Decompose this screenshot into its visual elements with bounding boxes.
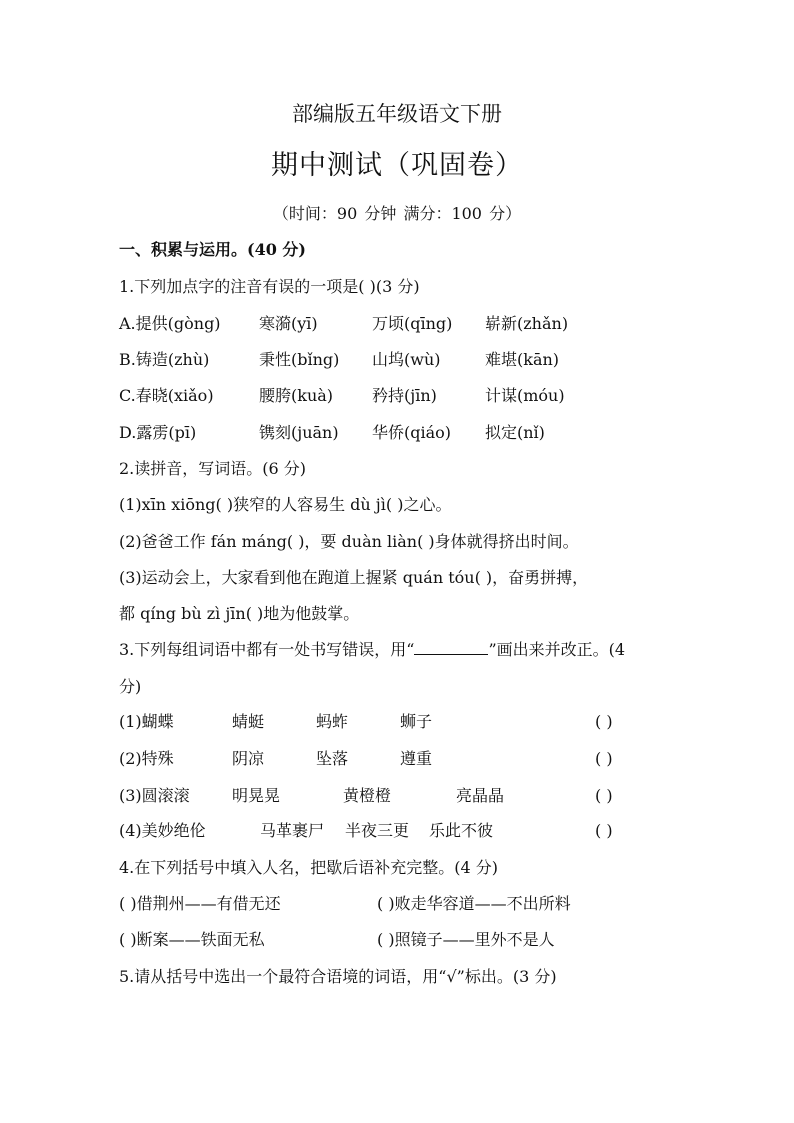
option-word: D.露雳(pī) <box>119 423 197 442</box>
word: 半夜三更 <box>345 821 410 840</box>
exam-time-score-info: （时间：90 分钟 满分：100 分） <box>272 204 522 223</box>
option-word: B.铸造(zhù) <box>119 350 210 369</box>
word: 马革裹尸 <box>260 821 325 840</box>
option-word: 镌刻(juān) <box>259 423 339 442</box>
option-word: 矜持(jīn) <box>372 386 437 405</box>
idiom-blank: ( )借荆州——有借无还 <box>119 894 281 913</box>
word: (4)美妙绝伦 <box>119 821 206 840</box>
idiom-blank: ( )败走华容道——不出所料 <box>377 894 571 913</box>
option-word: 秉性(bǐng) <box>259 350 340 369</box>
question-4-stem: 4.在下列括号中填入人名，把歇后语补充完整。(4 分) <box>119 858 499 877</box>
answer-paren: ( ) <box>595 786 613 805</box>
word: 阴凉 <box>232 749 265 768</box>
question-3-stem-start: 3.下列每组词语中都有一处书写错误，用“ <box>119 640 415 659</box>
option-word: 拟定(nǐ) <box>485 423 545 442</box>
option-word: 山坞(wù) <box>372 350 441 369</box>
question-2-line: (2)爸爸工作 fán máng( )，要 duàn liàn( )身体就得挤出时间。 <box>119 532 579 551</box>
idiom-blank: ( )照镜子——里外不是人 <box>377 930 555 949</box>
idiom-blank: ( )断案——铁面无私 <box>119 930 265 949</box>
section-heading: 一、积累与运用。(40 分) <box>119 240 306 259</box>
answer-paren: ( ) <box>595 712 613 731</box>
word: 乐此不彼 <box>429 821 494 840</box>
word: 坠落 <box>316 749 349 768</box>
word: 明晃晃 <box>232 786 281 805</box>
option-word: 寒漪(yī) <box>259 314 318 333</box>
option-word: 华侨(qiáo) <box>372 423 452 442</box>
question-3-stem-continued: 分) <box>119 677 142 696</box>
question-2-line: (1)xīn xiōng( )狭窄的人容易生 dù jì( )之心。 <box>119 495 452 514</box>
question-3-stem <box>119 639 625 661</box>
option-word: 计谋(móu) <box>485 386 565 405</box>
question-2-line: 都 qíng bù zì jīn( )地为他鼓掌。 <box>119 604 360 623</box>
question-2-line: (3)运动会上，大家看到他在跑道上握紧 quán tóu( )，奋勇拼搏， <box>119 568 589 587</box>
word: 蚂蚱 <box>316 712 349 731</box>
answer-paren: ( ) <box>595 749 613 768</box>
option-word: 腰胯(kuà) <box>259 386 334 405</box>
exam-subtitle: 部编版五年级语文下册 <box>292 102 502 126</box>
word: 遵重 <box>400 749 433 768</box>
word: 蛳子 <box>400 712 433 731</box>
word: (3)圆滚滚 <box>119 786 190 805</box>
option-word: A.提供(gòng) <box>119 314 221 333</box>
option-word: 崭新(zhǎn) <box>485 314 569 333</box>
question-5-stem: 5.请从括号中选出一个最符合语境的词语，用“√”标出。(3 分) <box>119 967 557 986</box>
word: (2)特殊 <box>119 749 174 768</box>
option-word: C.春晓(xiǎo) <box>119 386 214 405</box>
option-word: 难堪(kān) <box>485 350 560 369</box>
word: 亮晶晶 <box>456 786 505 805</box>
question-2-stem: 2.读拼音，写词语。(6 分) <box>119 459 307 478</box>
word: (1)蝴蝶 <box>119 712 174 731</box>
underline-blank <box>414 640 488 655</box>
question-1-stem: 1.下列加点字的注音有误的一项是( )(3 分) <box>119 277 420 296</box>
answer-paren: ( ) <box>595 821 613 840</box>
exam-title: 期中测试（巩固卷） <box>271 150 523 181</box>
word: 黄橙橙 <box>343 786 392 805</box>
word: 蜻蜓 <box>232 712 265 731</box>
question-3-stem-end: ”画出来并改正。(4 <box>488 640 626 659</box>
option-word: 万顷(qīng) <box>372 314 453 333</box>
